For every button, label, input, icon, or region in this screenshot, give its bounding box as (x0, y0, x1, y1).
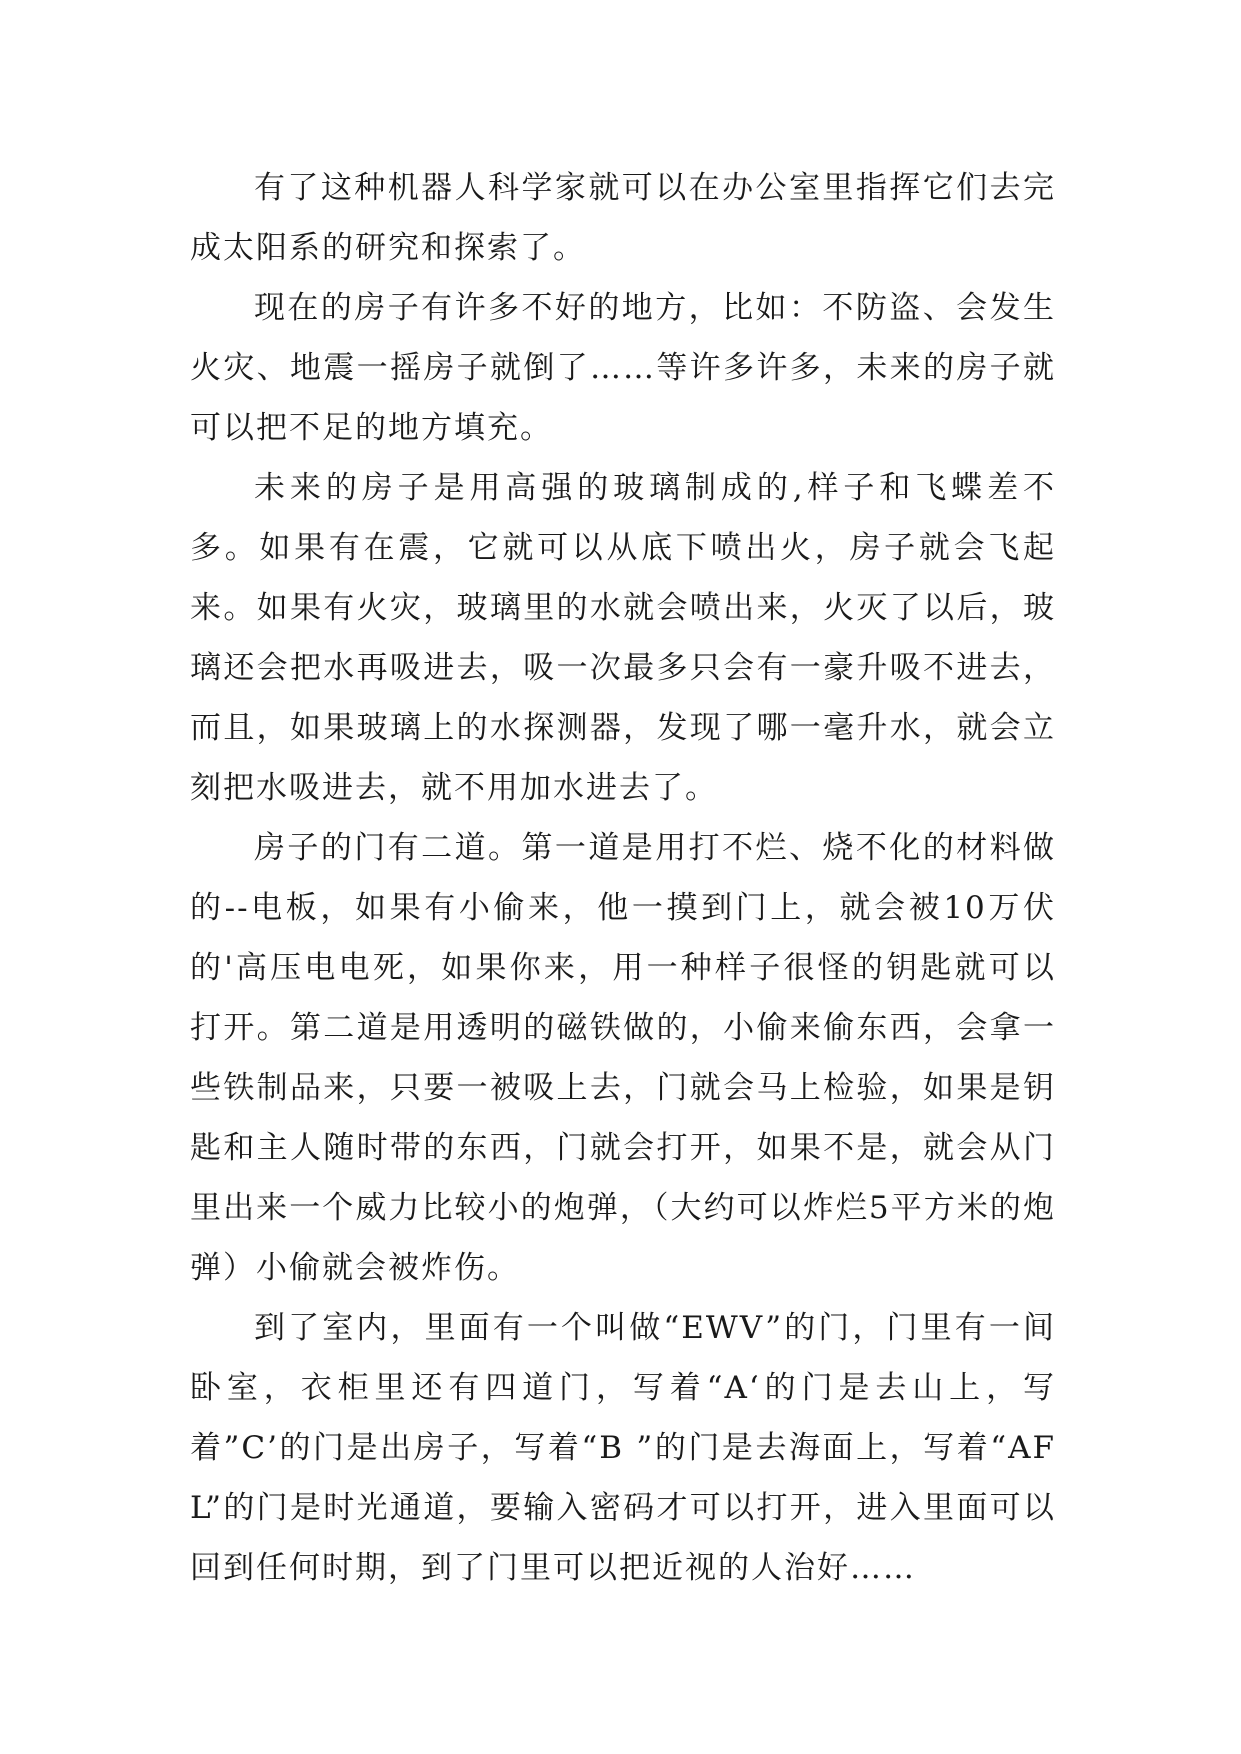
paragraph: 房子的门有二道。第一道是用打不烂、烧不化的材料做的--电板，如果有小偷来，他一摸到门上，就会被10万伏的'高压电电死，如果你来，用一种样子很怪的钥匙就可以打开。第二道是用透明的磁铁做的，小偷来偷东西，会拿一些铁制品来，只要一被吸上去，门就会马上检验，如果是钥匙和主人随时带的东西，门就会打开，如果不是，就会从门里出来一个威力比较小的炮弹，（大约可以炸烂5平方米的炮弹）小偷就会被炸伤。 (190, 830, 1056, 1286)
paragraph: 未来的房子是用高强的玻璃制成的,样子和飞蝶差不多。如果有在震，它就可以从底下喷出火，房子就会飞起来。如果有火灾，玻璃里的水就会喷出来，火灭了以后，玻璃还会把水再吸进去，吸一次最多只会有一豪升吸不进去，而且，如果玻璃上的水探测器，发现了哪一毫升水，就会立刻把水吸进去，就不用加水进去了。 (190, 470, 1056, 806)
paragraph: 有了这种机器人科学家就可以在办公室里指挥它们去完成太阳系的研究和探索了。 (190, 170, 1056, 266)
document-body (190, 158, 1056, 1598)
paragraph: 现在的房子有许多不好的地方，比如：不防盗、会发生火灾、地震一摇房子就倒了……等许多许多，未来的房子就可以把不足的地方填充。 (190, 290, 1056, 446)
paragraph: 到了室内，里面有一个叫做“EWV”的门，门里有一间卧室，衣柜里还有四道门，写着“A‘的门是去山上，写着”C’的门是出房子，写着“B ”的门是去海面上，写着“AFL”的门是时光通道，要输入密码才可以打开，进入里面可以回到任何时期，到了门里可以把近视的人治好…… (190, 1310, 1056, 1586)
